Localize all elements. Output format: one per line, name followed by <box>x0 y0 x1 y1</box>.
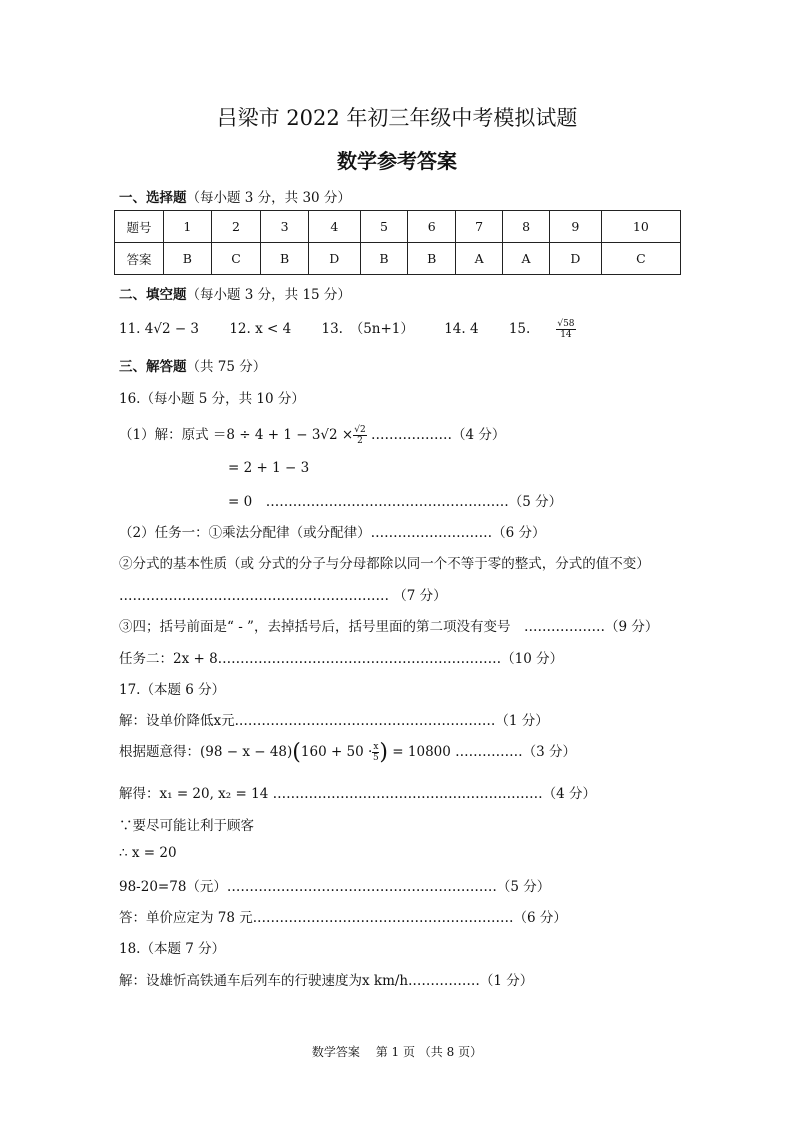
table-cell: 5 <box>360 211 408 243</box>
q17-line6: 98-20=78（元）……………………………………………………（5 分） <box>119 879 551 895</box>
fill-in-answers <box>119 317 654 340</box>
answer-15-prefix: 15. <box>508 321 531 337</box>
answer-13: 13. （5n+1） <box>321 321 414 337</box>
fraction-denominator: 2 <box>357 436 363 446</box>
paren-open: ( <box>292 740 301 765</box>
table-cell: 10 <box>601 211 680 243</box>
table-cell: 8 <box>503 211 550 243</box>
table-row-answers <box>115 243 681 275</box>
table-cell: B <box>360 243 408 275</box>
table-row-label: 题号 <box>115 211 164 243</box>
table-cell: B <box>164 243 212 275</box>
table-cell: 1 <box>164 211 212 243</box>
page-subtitle: 数学参考答案 <box>337 149 457 173</box>
fraction-numerator: √58 <box>557 319 575 329</box>
fraction-denominator: 14 <box>560 330 572 340</box>
q18-line1: 解：设雄忻高铁通车后列车的行驶速度为x km/h.……………（1 分） <box>119 973 534 989</box>
answer-table <box>114 210 681 275</box>
q16-part2-line1: （2）任务一：①乘法分配律（或分配律）………………………（6 分） <box>119 525 546 541</box>
table-cell: 4 <box>308 211 360 243</box>
table-cell: 6 <box>408 211 456 243</box>
q16-score: ………………（4 分） <box>366 427 506 443</box>
table-cell: 2 <box>211 211 261 243</box>
q16-part2-line5: 任务二：2x + 8………………………………………………………（10 分） <box>119 651 564 667</box>
table-cell: B <box>261 243 309 275</box>
q16-part2-line4: ③四；括号前面是“ - ”，去掉括号后，括号里面的第二项没有变号 ………………（9 分） <box>119 619 659 635</box>
q16-expr: （1）解：原式 ＝8 ÷ 4 + 1 − 3√2 × <box>119 427 354 443</box>
section1-heading <box>119 186 351 206</box>
answer-11: 11. 4√2 − 3 <box>119 321 200 337</box>
q17-line1: 解：设单价降低x元.…………………………………………………（1 分） <box>119 713 549 729</box>
table-cell: A <box>503 243 550 275</box>
table-cell: 7 <box>456 211 503 243</box>
q16-part1-line1 <box>119 423 505 446</box>
page-footer: 数学答案 第 1 页 （共 8 页） <box>311 1045 483 1059</box>
answer-15 <box>508 319 628 340</box>
q16-part1-line2: = 2 + 1 − 3 <box>228 460 310 476</box>
section2-title: 二、填空题 <box>119 287 187 303</box>
table-cell: 3 <box>261 211 309 243</box>
table-cell: B <box>408 243 456 275</box>
q17-line2 <box>119 740 576 765</box>
paren-close: ) <box>379 740 388 765</box>
fraction-numerator: x <box>373 742 379 752</box>
q16-fraction <box>353 425 366 446</box>
q16-title: 16.（每小题 5 分，共 10 分） <box>119 391 305 407</box>
q17-expr-a: 根据题意得：(98 − x − 48) <box>119 744 293 760</box>
answer-14: 14. 4 <box>444 321 479 337</box>
section1-title: 一、选择题 <box>119 190 187 206</box>
table-cell: D <box>550 243 602 275</box>
q18-title: 18.（本题 7 分） <box>119 941 226 957</box>
table-row-numbers <box>115 211 681 243</box>
q17-expr-b: 160 + 50 · <box>300 744 373 760</box>
fraction-denominator: 5 <box>373 753 379 763</box>
q16-part2-line2: ②分式的基本性质（或 分式的分子与分母都除以同一个不等于零的整式，分式的值不变） <box>119 556 650 572</box>
section3-note: （共 75 分） <box>186 359 267 375</box>
q17-title: 17.（本题 6 分） <box>119 682 226 698</box>
q17-line7: 答：单价应定为 78 元.…………………………………………………（6 分） <box>119 910 567 926</box>
table-cell: C <box>601 243 680 275</box>
q17-expr-c: = 10800 ……………（3 分） <box>388 744 577 760</box>
q16-part2-line3: …………………………………………………… （7 分） <box>119 588 447 604</box>
table-cell: A <box>456 243 503 275</box>
fraction-numerator: √2 <box>354 425 366 435</box>
table-cell: 9 <box>550 211 602 243</box>
section3-title: 三、解答题 <box>119 359 187 375</box>
answer-12: 12. x < 4 <box>229 321 292 337</box>
answer-15-fraction <box>556 319 601 340</box>
q17-line3: 解得：x₁ = 20, x₂ = 14 ……………………………………………………（4 分） <box>119 786 596 802</box>
q17-line5: ∴ x = 20 <box>119 845 177 861</box>
q16-part1-line3: = 0 ………………………………………………（5 分） <box>228 494 563 510</box>
section3-heading <box>119 355 266 375</box>
section2-note: （每小题 3 分，共 15 分） <box>186 287 351 303</box>
table-row-label: 答案 <box>115 243 164 275</box>
section1-note: （每小题 3 分，共 30 分） <box>186 190 351 206</box>
table-cell: D <box>308 243 360 275</box>
table-cell: C <box>211 243 261 275</box>
section2-heading <box>119 283 351 303</box>
q17-line4: ∵要尽可能让利于顾客 <box>119 818 254 834</box>
page-title: 吕梁市 2022 年初三年级中考模拟试题 <box>216 106 578 130</box>
